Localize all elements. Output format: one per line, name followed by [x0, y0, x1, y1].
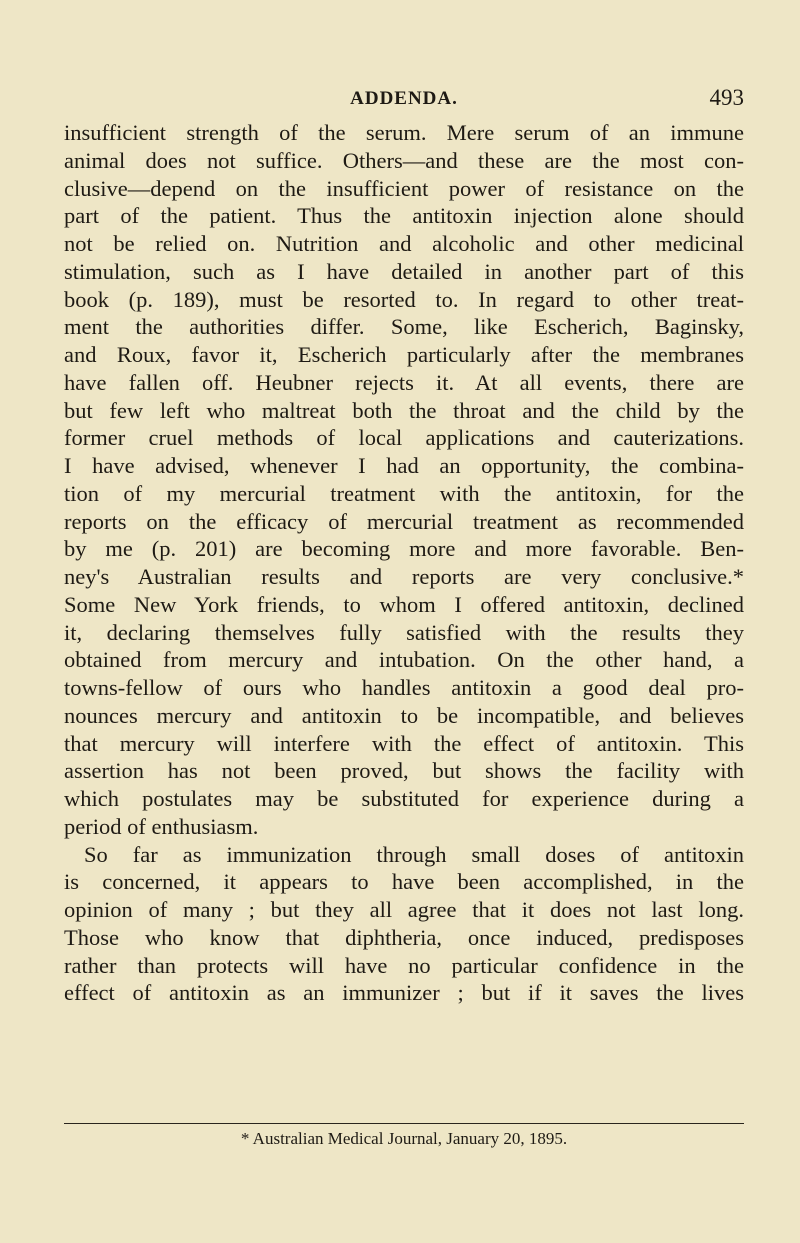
text-line: part of the patient. Thus the antitoxin injection alone should: [64, 203, 744, 229]
text-line: stimulation, such as I have detailed in another part of this: [64, 258, 744, 284]
text-line: obtained from mercury and intubation. On the other hand, a: [64, 647, 744, 673]
paragraph: [64, 841, 744, 1008]
text-line: ment the authorities differ. Some, like Escherich, Baginsky,: [64, 314, 744, 340]
running-title: ADDENDA.: [350, 88, 458, 109]
text-line: ney's Australian results and reports are very conclusive.*: [64, 564, 744, 589]
text-line: effect of antitoxin as an immunizer ; but if it saves the lives: [64, 980, 744, 1006]
text-line: book (p. 189), must be resorted to. In regard to other treat-: [64, 286, 744, 312]
footnote: * Australian Medical Journal, January 20, 1895.: [240, 1129, 568, 1148]
text-line: and Roux, favor it, Escherich particularly after the membranes: [64, 342, 744, 367]
text-line: insufficient strength of the serum. Mere serum of an immune: [64, 120, 744, 145]
body-text: [64, 119, 744, 1007]
text-line: that mercury will interfere with the effect of antitoxin. This: [64, 730, 744, 756]
text-line: is concerned, it appears to have been accomplished, in the: [64, 869, 744, 895]
text-line: by me (p. 201) are becoming more and more favorable. Ben-: [64, 536, 744, 562]
text-line: but few left who maltreat both the throat and the child by the: [64, 397, 744, 423]
running-header: [64, 85, 744, 116]
text-line: Those who know that diphtheria, once induced, predisposes: [64, 924, 744, 950]
text-line: I have advised, whenever I had an opportunity, the combina-: [64, 453, 744, 478]
text-line: towns-fellow of ours who handles antitoxin a good deal pro-: [64, 675, 744, 700]
text-line: which postulates may be substituted for experience during a: [64, 786, 744, 811]
page-number: 493: [709, 85, 744, 110]
text-line: period of enthusiasm.: [64, 813, 259, 839]
text-line: tion of my mercurial treatment with the antitoxin, for the: [64, 480, 744, 506]
footnote-rule: [64, 1123, 744, 1124]
text-line: animal does not suffice. Others—and these are the most con-: [64, 147, 744, 173]
text-line: former cruel methods of local applications and cauterizations.: [64, 425, 744, 451]
text-line: Some New York friends, to whom I offered antitoxin, declined: [64, 591, 744, 617]
text-line: have fallen off. Heubner rejects it. At all events, there are: [64, 369, 744, 395]
text-line: rather than protects will have no particular confidence in the: [64, 952, 744, 978]
text-line: clusive—depend on the insufficient power of resistance on the: [64, 175, 744, 201]
text-line: not be relied on. Nutrition and alcoholic and other medicinal: [64, 231, 744, 256]
text-line: reports on the efficacy of mercurial treatment as recommended: [64, 508, 744, 534]
text-line: opinion of many ; but they all agree that it does not last long.: [64, 897, 744, 922]
text-line: nounces mercury and antitoxin to be incompatible, and believes: [64, 702, 744, 728]
paragraph: [64, 119, 744, 841]
text-line: it, declaring themselves fully satisfied with the results they: [64, 619, 744, 645]
text-line: So far as immunization through small doses of antitoxin: [84, 841, 744, 867]
text-line: assertion has not been proved, but shows the facility with: [64, 758, 744, 784]
